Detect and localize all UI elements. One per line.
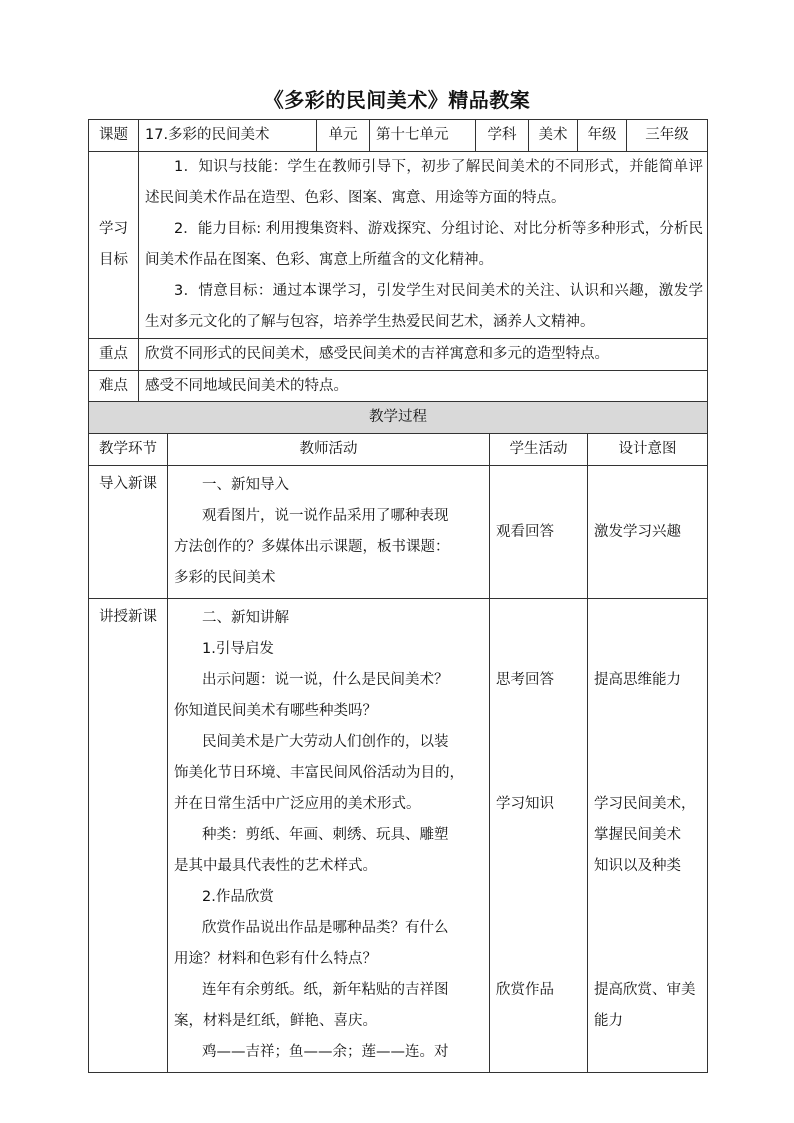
key-point-text: 欣赏不同形式的民间美术，感受民间美术的吉祥寓意和多元的造型特点。 — [139, 339, 708, 371]
intro-intent: 激发学习兴趣 — [588, 466, 708, 599]
key-point-label: 重点 — [89, 339, 139, 371]
teach-intent: 提高思维能力 学习民间美术， 掌握民间美术 知识以及种类 提高欣赏、审美 能力 — [588, 599, 708, 1073]
teach-stage: 讲授新课 — [89, 599, 168, 1073]
subject-value: 美术 — [529, 120, 578, 152]
objective-2: 2．能力目标: 利用搜集资料、游戏探究、分组讨论、对比分析等多种形式，分析民间美术作品在图案、色彩、寓意上所蕴含的文化精神。 — [145, 221, 703, 268]
col-stage: 教学环节 — [89, 434, 168, 466]
intent-thinking: 提高思维能力 — [594, 672, 681, 688]
intro-teacher: 一、新知导入 观看图片，说一说作品采用了哪种表现 方法创作的？多媒体出示课题，板书课题： 多彩的民间美术 — [168, 466, 490, 599]
unit-label: 单元 — [317, 120, 370, 152]
intro-student: 观看回答 — [490, 466, 588, 599]
intro-stage: 导入新课 — [89, 466, 168, 599]
teach-teacher: 二、新知讲解 1.引导启发 出示问题：说一说，什么是民间美术？ 你知道民间美术有哪些种类吗？ 民间美术是广大劳动人们创作的，以装 饰美化节日环境、丰富民间风俗活动为目的， 并在日常生活中广泛应用的美术形式。 种类：剪纸、年画、刺绣、玩具、雕塑 是其中最具代表性的艺术样式。 2.作品欣赏 欣赏作品说出作品是哪种品类？有什么 用途？材料和色彩有什么特点？ 连年有余剪纸。纸，新年粘贴的吉祥图 案，材料是红纸，鲜艳、喜庆。 鸡——吉祥；鱼——余；莲——连。对 — [168, 599, 490, 1073]
process-heading: 教学过程 — [89, 402, 708, 434]
teach-student — [490, 599, 588, 1073]
col-intent: 设计意图 — [588, 434, 708, 466]
student-appreciate: 欣赏作品 — [496, 982, 554, 998]
objectives-content — [139, 152, 708, 339]
col-teacher: 教师活动 — [168, 434, 490, 466]
objectives-label: 学习 目标 — [89, 152, 139, 339]
process-table — [88, 401, 708, 1073]
objective-3: 3．情意目标：通过本课学习，引发学生对民间美术的关注、认识和兴趣，激发学生对多元文化的了解与包容，培养学生热爱民间艺术，涵养人文精神。 — [145, 283, 703, 330]
info-table — [88, 119, 708, 403]
student-learn: 学习知识 — [496, 796, 554, 812]
grade-value: 三年级 — [627, 120, 708, 152]
objective-1: 1．知识与技能：学生在教师引导下，初步了解民间美术的不同形式，并能简单评述民间美术作品在造型、色彩、图案、寓意、用途等方面的特点。 — [145, 159, 703, 206]
topic-value: 17.多彩的民间美术 — [139, 120, 317, 152]
student-think: 思考回答 — [496, 672, 554, 688]
unit-value: 第十七单元 — [370, 120, 476, 152]
subject-label: 学科 — [476, 120, 529, 152]
topic-label: 课题 — [89, 120, 139, 152]
difficulty-text: 感受不同地域民间美术的特点。 — [139, 371, 708, 403]
col-student: 学生活动 — [490, 434, 588, 466]
difficulty-label: 难点 — [89, 371, 139, 403]
page-title: 《多彩的民间美术》精品教案 — [263, 88, 531, 112]
grade-label: 年级 — [578, 120, 627, 152]
intent-aesthetic: 提高欣赏、审美 — [594, 982, 696, 998]
